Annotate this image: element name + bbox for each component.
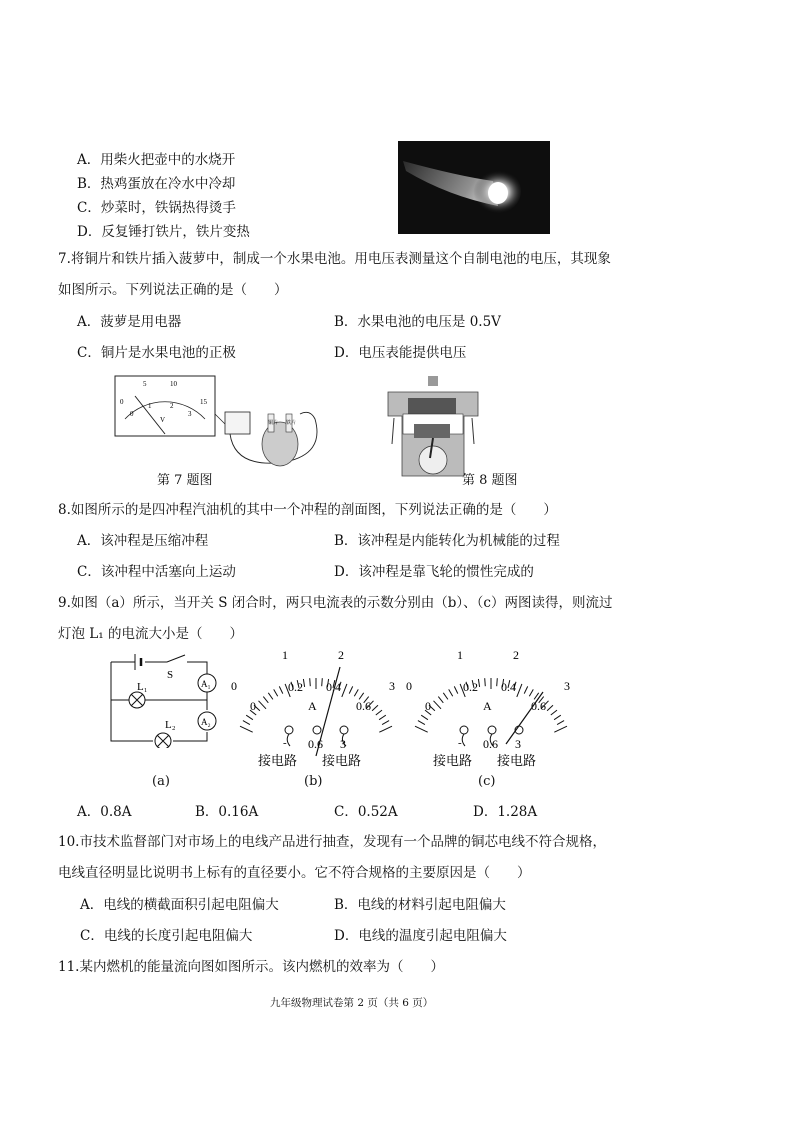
dial-tick bbox=[379, 726, 392, 732]
q9-stem-line1: 9.如图（a）所示，当开关 S 闭合时，两只电流表的示数分别由（b）、（c）两图读得，则流过 bbox=[58, 595, 613, 611]
c-connect-right: 接电路 bbox=[497, 753, 537, 768]
q10-option-c: C．电线的长度引起电阻偏大 bbox=[80, 928, 253, 944]
q10-stem-line1: 10.市技术监督部门对市场上的电线产品进行抽查，发现有一个品牌的铜芯电线不符合规格， bbox=[58, 834, 606, 850]
v-bot-1: 1 bbox=[148, 402, 152, 410]
q7-stem-line2: 如图所示。下列说法正确的是（ ） bbox=[58, 282, 288, 298]
dial-tick bbox=[529, 689, 533, 696]
dial-tick bbox=[438, 697, 443, 703]
v-bot-0: 0 bbox=[130, 410, 134, 418]
dial-tick bbox=[497, 678, 498, 686]
dial-tick bbox=[279, 686, 283, 693]
v-top-5: 5 bbox=[143, 380, 147, 388]
b-top-0: 0 bbox=[231, 679, 237, 693]
voltmeter-dial bbox=[115, 376, 215, 436]
dial-tick bbox=[259, 701, 267, 709]
b-term-3: 3 bbox=[340, 737, 346, 751]
dial-tick bbox=[382, 721, 389, 725]
q6-option-a: A．用柴火把壶中的水烧开 bbox=[77, 152, 236, 168]
q6-option-c: C．炒菜时，铁锅热得烫手 bbox=[77, 200, 236, 216]
dial-tick bbox=[376, 710, 382, 715]
b-connect-right: 接电路 bbox=[322, 753, 362, 768]
q10-option-b: B．电线的材料引起电阻偏大 bbox=[334, 897, 506, 913]
dial-tick bbox=[303, 679, 304, 687]
page-footer: 九年级物理试卷第 2 页（共 6 页） bbox=[270, 997, 434, 1009]
q7-caption: 第 7 题图 bbox=[157, 473, 213, 488]
dial-tick bbox=[322, 678, 323, 686]
b-top-3: 3 bbox=[389, 679, 395, 693]
dial-tick bbox=[342, 684, 347, 697]
switch-label: S bbox=[167, 669, 174, 681]
b-bot-0: 0 bbox=[250, 699, 256, 713]
c-bot-0: 0 bbox=[425, 699, 431, 713]
iron-label: 铁片 bbox=[286, 421, 297, 426]
q10-option-a: A．电线的横截面积引起电阻偏大 bbox=[80, 897, 279, 913]
q7-stem-line1: 7.将铜片和铁片插入菠萝中，制成一个水果电池。用电压表测量这个自制电池的电压，其现象 bbox=[58, 251, 611, 267]
v-top-10: 10 bbox=[170, 380, 177, 388]
v-top-15: 15 bbox=[200, 398, 207, 406]
dial-tick bbox=[454, 686, 458, 693]
q8-option-b: B．该冲程是内能转化为机械能的过程 bbox=[334, 533, 560, 549]
c-term-06: 0.6 bbox=[483, 737, 498, 751]
q8-option-c: C．该冲程中活塞向上运动 bbox=[77, 564, 236, 580]
q9-option-a: A．0.8A bbox=[77, 804, 132, 820]
dial-tick bbox=[246, 715, 253, 720]
v-unit: V bbox=[160, 416, 166, 424]
dial-tick bbox=[372, 705, 378, 710]
q9-option-c: C．0.52A bbox=[334, 804, 398, 820]
dial-tick bbox=[268, 693, 273, 700]
meteor-photo bbox=[398, 141, 550, 234]
b-connect-left: 接电路 bbox=[258, 753, 298, 768]
b-top-2: 2 bbox=[338, 648, 344, 662]
dial-tick bbox=[524, 686, 528, 693]
q7-option-d: D．电压表能提供电压 bbox=[334, 345, 467, 361]
voltmeter-body bbox=[225, 412, 250, 434]
dial-tick bbox=[485, 678, 486, 686]
b-bot-02: 0.2 bbox=[288, 680, 303, 694]
dial-tick bbox=[379, 715, 386, 720]
b-term-06: 0.6 bbox=[308, 737, 323, 751]
ammeter-dial-c bbox=[403, 644, 579, 774]
q7-option-b: B．水果电池的电压是 0.5V bbox=[334, 314, 501, 330]
q7-option-c: C．铜片是水果电池的正极 bbox=[77, 345, 236, 361]
c-needle bbox=[506, 692, 543, 744]
q7-option-a: A．菠萝是用电器 bbox=[77, 314, 182, 330]
v-top-0: 0 bbox=[120, 398, 124, 406]
dial-tick bbox=[554, 715, 561, 720]
c-top-1: 1 bbox=[457, 648, 463, 662]
dial-tick bbox=[434, 701, 442, 709]
q10-option-d: D．电线的温度引起电阻偏大 bbox=[334, 928, 507, 944]
c-top-2: 2 bbox=[513, 648, 519, 662]
c-term-3: 3 bbox=[515, 737, 521, 751]
c-unit: A bbox=[483, 699, 492, 713]
q9-option-b: B．0.16A bbox=[195, 804, 259, 820]
dial-tick bbox=[354, 689, 358, 696]
dial-tick bbox=[517, 684, 522, 697]
lamp1-label: L₁ bbox=[137, 681, 148, 693]
lamp2-label: L₂ bbox=[165, 719, 176, 731]
c-bot-06: 0.6 bbox=[531, 699, 546, 713]
q9-option-d: D．1.28A bbox=[473, 804, 538, 820]
q10-stem-line2: 电线直径明显比说明书上标有的直径要小。它不符合规格的主要原因是（ ） bbox=[58, 865, 531, 881]
q6-option-b: B．热鸡蛋放在冷水中冷却 bbox=[77, 176, 236, 192]
b-unit: A bbox=[308, 699, 317, 713]
dial-tick bbox=[449, 689, 453, 696]
q9-circuit-a bbox=[105, 648, 225, 748]
q11-stem: 11.某内燃机的能量流向图如图所示。该内燃机的效率为（ ） bbox=[58, 959, 444, 975]
dial-tick bbox=[551, 710, 557, 715]
q6-option-d: D．反复锤打铁片，铁片变热 bbox=[77, 224, 250, 240]
q8-caption: 第 8 题图 bbox=[462, 473, 518, 488]
q8-option-a: A．该冲程是压缩冲程 bbox=[77, 533, 209, 549]
v-bot-2: 2 bbox=[170, 402, 174, 410]
c-top-3: 3 bbox=[564, 679, 570, 693]
dial-tick bbox=[240, 726, 253, 732]
v-bot-3: 3 bbox=[188, 410, 192, 418]
dial-tick bbox=[421, 715, 428, 720]
q8-engine-figure bbox=[378, 374, 493, 484]
dial-tick bbox=[443, 693, 448, 700]
dial-tick bbox=[310, 678, 311, 686]
dial-tick bbox=[243, 721, 250, 725]
fig-c-label: (c) bbox=[478, 774, 496, 789]
q8-stem: 8.如图所示的是四冲程汽油机的其中一个冲程的剖面图，下列说法正确的是（ ） bbox=[58, 502, 557, 518]
q7-figure bbox=[110, 374, 330, 474]
pineapple bbox=[262, 422, 298, 466]
dial-tick bbox=[415, 726, 428, 732]
b-top-1: 1 bbox=[282, 648, 288, 662]
copper-label: 铜片 bbox=[268, 421, 279, 426]
fig-a-label: (a) bbox=[152, 774, 170, 789]
q8-option-d: D．该冲程是靠飞轮的惯性完成的 bbox=[334, 564, 534, 580]
c-bot-02: 0.2 bbox=[463, 680, 478, 694]
c-top-0: 0 bbox=[406, 679, 412, 693]
fig-b-label: (b) bbox=[304, 774, 323, 789]
ammeter-dial-b bbox=[228, 644, 404, 774]
b-bot-06: 0.6 bbox=[356, 699, 371, 713]
dial-tick bbox=[478, 679, 479, 687]
b-term-neg: - bbox=[283, 737, 287, 749]
dial-tick bbox=[554, 726, 567, 732]
b-bot-04: 0.4 bbox=[326, 680, 341, 694]
c-term-neg: - bbox=[458, 737, 462, 749]
ammeter2-label: A₂ bbox=[201, 717, 211, 727]
dial-tick bbox=[263, 697, 268, 703]
c-connect-left: 接电路 bbox=[433, 753, 473, 768]
c-bot-04: 0.4 bbox=[501, 680, 516, 694]
dial-tick bbox=[547, 705, 553, 710]
q9-stem-line2: 灯泡 L₁ 的电流大小是（ ） bbox=[58, 626, 243, 642]
ammeter1-label: A₁ bbox=[201, 679, 211, 689]
dial-tick bbox=[557, 721, 564, 725]
dial-tick bbox=[349, 686, 353, 693]
dial-tick bbox=[418, 721, 425, 725]
dial-tick bbox=[274, 689, 278, 696]
